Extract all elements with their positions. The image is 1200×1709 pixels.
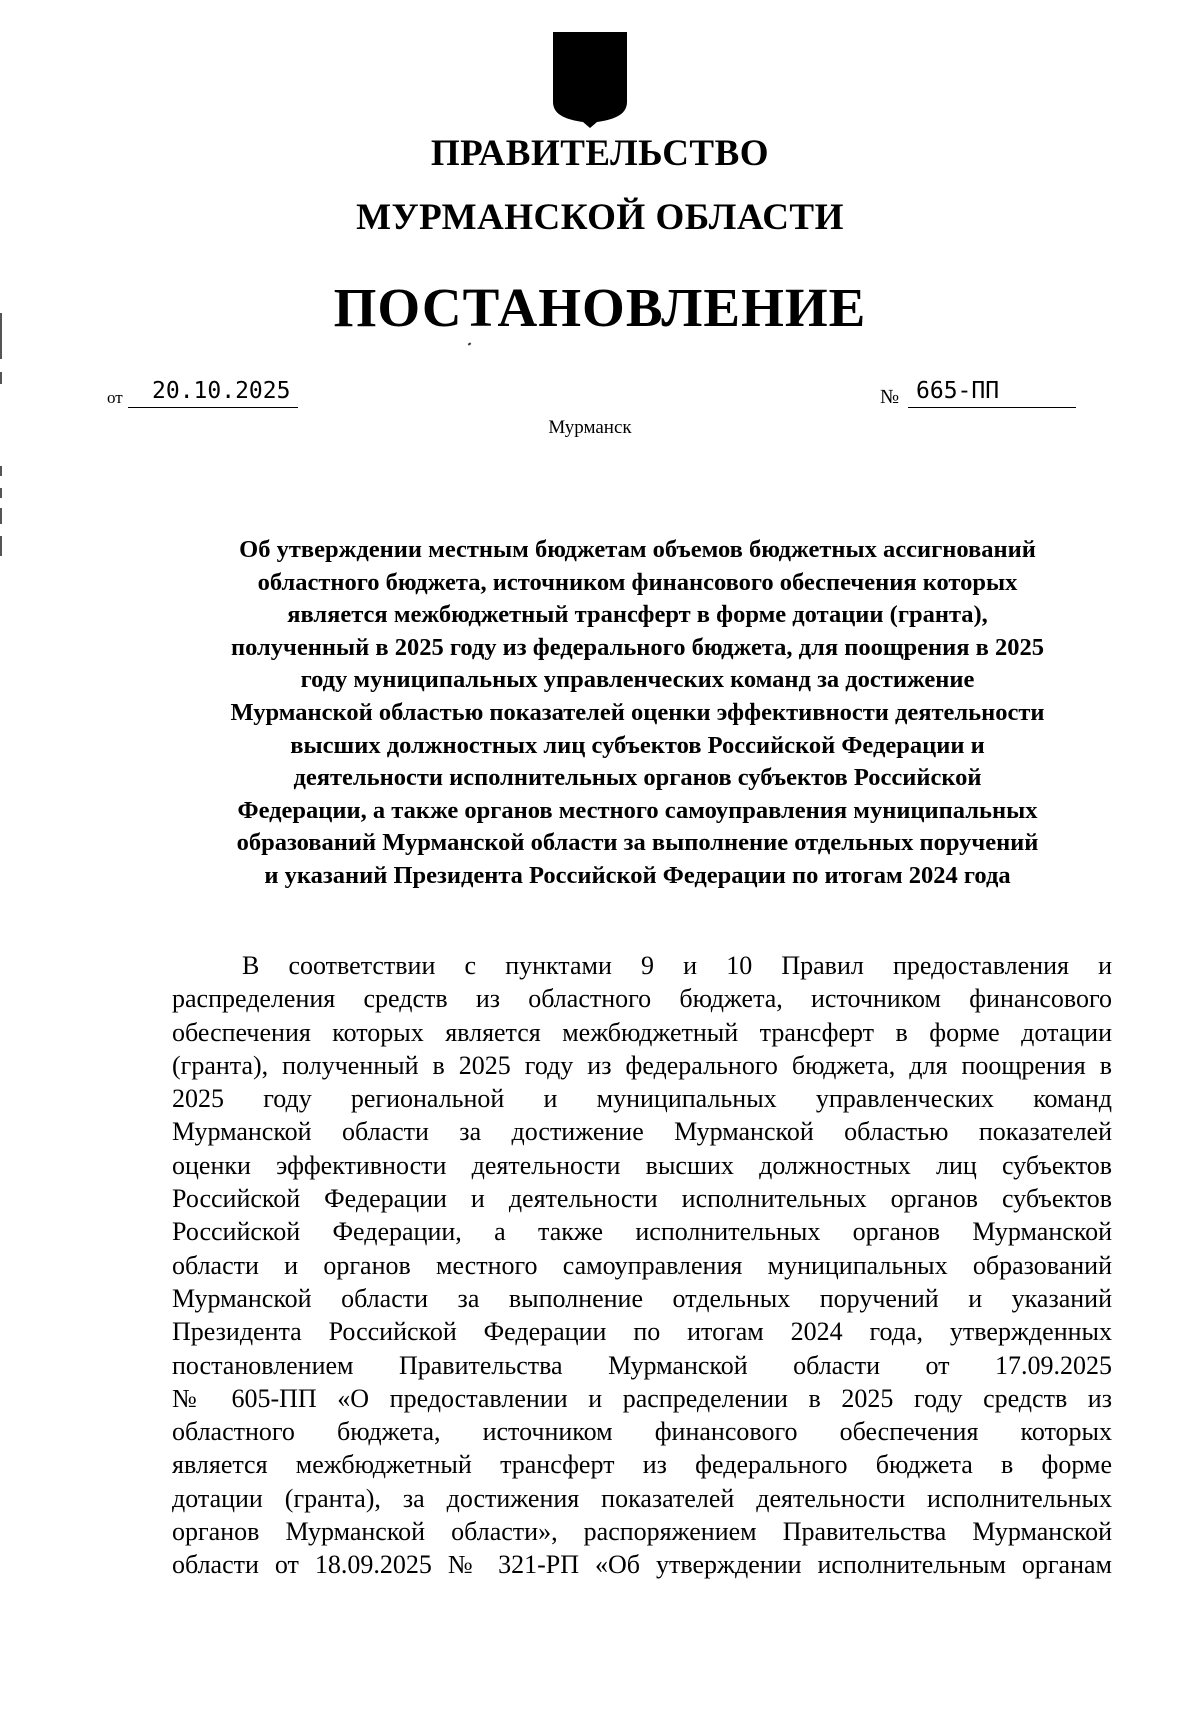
body-line: (гранта), полученный в 2025 году из федерального бюджета, для поощрения в (172, 1050, 1112, 1080)
number-prefix: № (880, 386, 900, 408)
body-line: № 605-ПП «О предоставлении и распределении в 2025 году средств из (172, 1383, 1112, 1413)
body-line: постановлением Правительства Мурманской области от 17.09.2025 (172, 1350, 1112, 1380)
subject-line: является межбюджетный трансферт в форме дотации (гранта), (287, 601, 988, 629)
document-type-title: ПОСТАНОВЛЕНИЕ (333, 277, 867, 338)
body-line: 2025 году региональной и муниципальных управленческих команд (172, 1084, 1112, 1114)
document-number: 665-ПП (908, 378, 1076, 408)
body-line: Российской Федерации и деятельности исполнительных органов субъектов (172, 1184, 1112, 1214)
body-line: Мурманской области за выполнение отдельных поручений и указаний (172, 1283, 1112, 1313)
subject-line: образований Мурманской области за выполнение отдельных поручений (236, 829, 1039, 857)
subject-line: полученный в 2025 году из федерального бюджета, для поощрения в 2025 (231, 633, 1044, 661)
date-prefix: от (107, 388, 123, 407)
body-line: Президента Российской Федерации по итогам 2024 года, утвержденных (172, 1317, 1112, 1347)
subject-line: Федерации, а также органов местного самоуправления муниципальных (237, 796, 1038, 824)
document-date: 20.10.2025 (128, 378, 298, 408)
body-line: обеспечения которых является межбюджетный трансферт в форме дотации (172, 1017, 1112, 1047)
government-title-line2: МУРМАНСКОЙ ОБЛАСТИ (356, 197, 844, 238)
subject-line: областного бюджета, источником финансового обеспечения которых (257, 568, 1018, 596)
body-paragraph (172, 949, 1112, 1582)
scan-edge-mark (0, 508, 2, 524)
body-line: областного бюджета, источником финансового обеспечения которых (172, 1417, 1112, 1447)
government-title-line1: ПРАВИТЕЛЬСТВО (430, 133, 770, 174)
body-line: Российской Федерации, а также исполнительных органов Мурманской (172, 1217, 1112, 1247)
body-line: Мурманской области за достижение Мурманской областью показателей (172, 1117, 1112, 1147)
document-subject (150, 534, 1125, 893)
body-line: В соответствии с пунктами 9 и 10 Правил предоставления и (242, 951, 1112, 980)
body-line: области и органов местного самоуправления муниципальных образований (172, 1250, 1112, 1280)
date-number-row (0, 378, 1200, 418)
subject-line: высших должностных лиц субъектов Российской Федерации и (290, 731, 985, 759)
body-line: оценки эффективности деятельности высших должностных лиц субъектов (172, 1150, 1112, 1180)
subject-line: и указаний Президента Российской Федерации по итогам 2024 года (264, 861, 1011, 889)
subject-line: деятельности исполнительных органов субъектов Российской (293, 764, 982, 792)
subject-line: Об утверждении местным бюджетам объемов бюджетных ассигнований (239, 536, 1036, 563)
scan-artifact (468, 342, 472, 345)
body-line: дотации (гранта), за достижения показателей деятельности исполнительных (172, 1483, 1112, 1513)
scan-edge-mark (0, 536, 2, 556)
scan-edge-mark (0, 466, 2, 476)
coat-of-arms-icon (553, 32, 627, 128)
city-name: Мурманск (548, 417, 632, 438)
body-line: области от 18.09.2025 № 321-РП «Об утверждении исполнительным органам (172, 1550, 1112, 1580)
body-line: распределения средств из областного бюджета, источником финансового (172, 984, 1112, 1014)
subject-line: Мурманской областью показателей оценки эффективности деятельности (230, 698, 1045, 726)
body-line: органов Мурманской области», распоряжением Правительства Мурманской (172, 1517, 1112, 1547)
scan-edge-mark (0, 488, 2, 498)
body-line: является межбюджетный трансферт из федерального бюджета в форме (172, 1450, 1112, 1480)
subject-line: году муниципальных управленческих команд за достижение (300, 666, 975, 694)
